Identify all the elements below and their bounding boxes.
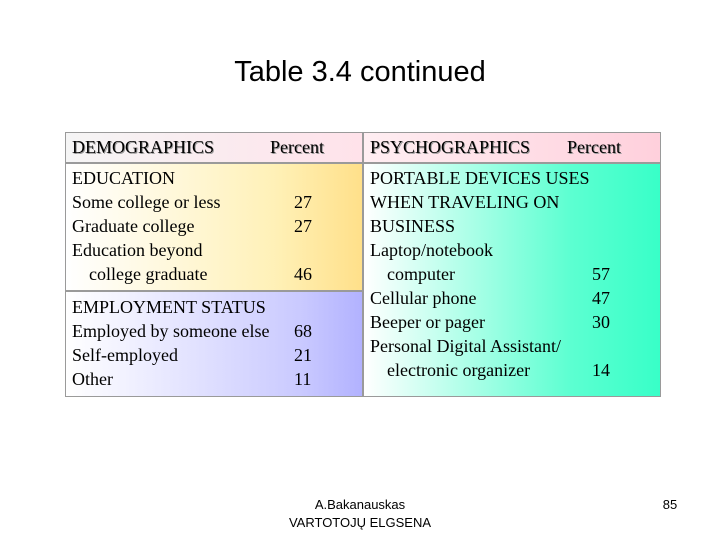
employment-row-value: 68: [294, 321, 312, 341]
employment-row-value: 21: [294, 345, 312, 365]
devices-row-value: 57: [592, 264, 610, 284]
devices-row-value: 30: [592, 312, 610, 332]
demographics-header: DEMOGRAPHICS: [72, 137, 215, 157]
employment-row-label: Self-employed: [72, 345, 178, 365]
page-number: 85: [662, 497, 678, 512]
employment-section: [65, 291, 363, 397]
demographics-percent-header: Percent: [270, 137, 324, 157]
education-row-label: Education beyond: [72, 240, 203, 260]
education-section: [65, 163, 363, 291]
psychographics-header-cell: [363, 132, 661, 163]
education-row-value: 27: [294, 192, 312, 212]
devices-heading-line: BUSINESS: [370, 216, 456, 236]
education-heading: EDUCATION: [72, 168, 175, 188]
devices-row-label: Beeper or pager: [370, 312, 485, 332]
devices-row-label: Laptop/notebook: [370, 240, 493, 260]
demographics-header-cell: [65, 132, 363, 163]
devices-row-label: Personal Digital Assistant/: [370, 336, 561, 356]
slide-title: Table 3.4 continued: [234, 56, 486, 88]
education-row-label: college graduate: [89, 264, 208, 284]
devices-row-label: computer: [387, 264, 455, 284]
education-row-label: Some college or less: [72, 192, 221, 212]
psychographics-header: PSYCHOGRAPHICS: [370, 137, 531, 157]
employment-row-value: 11: [294, 369, 312, 389]
employment-heading: EMPLOYMENT STATUS: [72, 297, 266, 317]
devices-row-label: electronic organizer: [387, 360, 531, 380]
psychographics-percent-header: Percent: [567, 137, 621, 157]
education-row-value: 27: [294, 216, 312, 236]
footer-author: A.Bakanauskas: [314, 497, 406, 512]
portable-devices-section: [363, 163, 661, 397]
devices-heading-line: WHEN TRAVELING ON: [370, 192, 560, 212]
devices-row-value: 14: [592, 360, 610, 380]
employment-row-label: Employed by someone else: [72, 321, 270, 341]
devices-row-label: Cellular phone: [370, 288, 477, 308]
education-row-value: 46: [294, 264, 312, 284]
devices-heading-line: PORTABLE DEVICES USES: [370, 168, 590, 188]
education-row-label: Graduate college: [72, 216, 195, 236]
employment-row-label: Other: [72, 369, 113, 389]
footer-course: VARTOTOJŲ ELGSENA: [288, 515, 432, 530]
devices-row-value: 47: [592, 288, 610, 308]
